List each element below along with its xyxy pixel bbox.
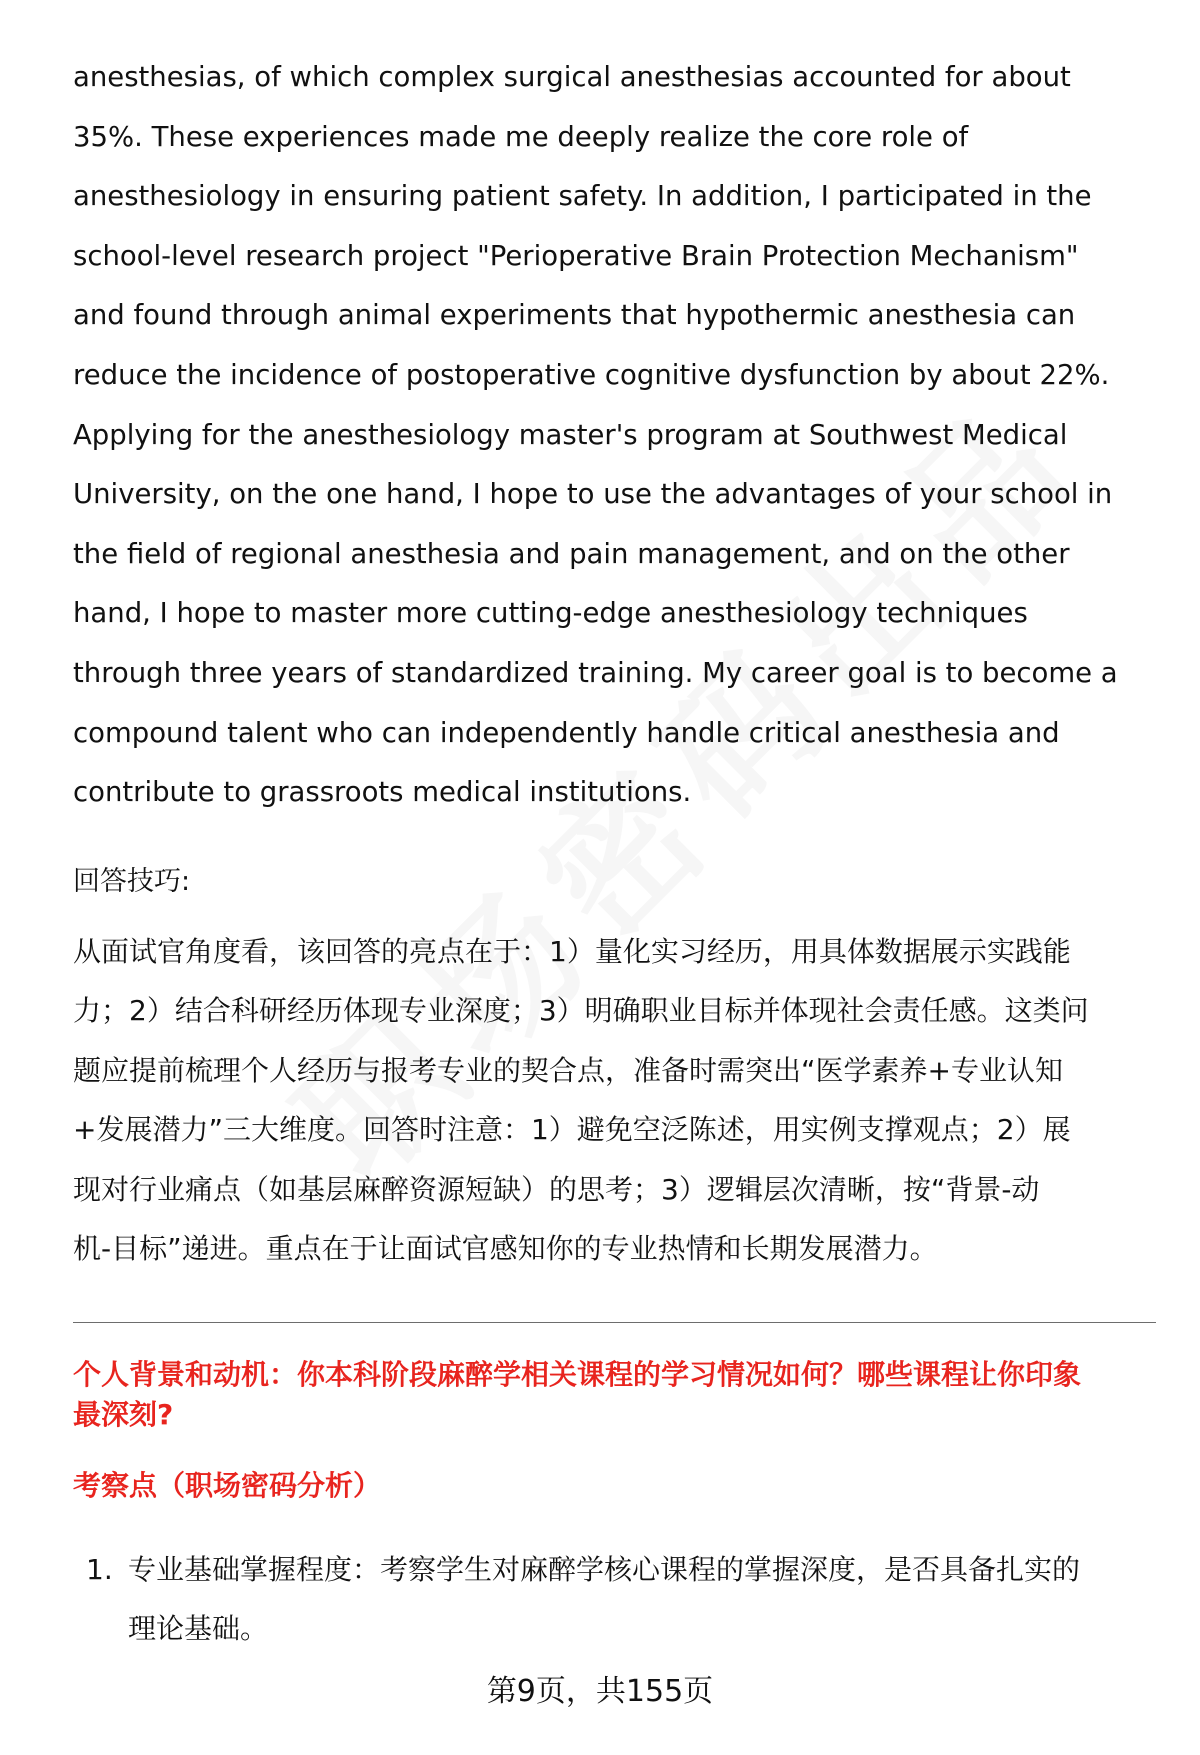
tips-line: 从面试官角度看，该回答的亮点在于：1）量化实习经历，用具体数据展示实践能 <box>73 935 1071 968</box>
section-divider <box>73 1322 1156 1323</box>
list-item-number: 1. <box>86 1553 113 1586</box>
question-line: 最深刻? <box>73 1398 174 1431</box>
tips-label: 回答技巧: <box>73 866 191 897</box>
paragraph-line: and found through animal experiments that hypothermic anesthesia can <box>73 299 1076 332</box>
list-item <box>73 1540 1163 1659</box>
paragraph-line: contribute to grassroots medical institutions. <box>73 776 692 809</box>
paragraph-line: Applying for the anesthesiology master's program at Southwest Medical <box>73 418 1068 451</box>
question-heading <box>73 1355 1163 1435</box>
tips-line: 机-目标”递进。重点在于让面试官感知你的专业热情和长期发展潜力。 <box>73 1232 938 1266</box>
paragraph-line: school-level research project "Perioperative Brain Protection Mechanism" <box>73 239 1079 272</box>
assessment-points-list <box>73 1540 1163 1659</box>
list-item-line: 专业基础掌握程度：考察学生对麻醉学核心课程的掌握深度，是否具备扎实的 <box>128 1553 1081 1586</box>
paragraph-line: hand, I hope to master more cutting-edge anesthesiology techniques <box>73 597 1028 630</box>
page-footer: 第9页，共155页 <box>486 1674 714 1709</box>
tips-line: +发展潜力”三大维度。回答时注意：1）避免空泛陈述，用实例支撑观点；2）展 <box>73 1113 1071 1147</box>
list-item-line: 理论基础。 <box>128 1612 269 1646</box>
paragraph-line: anesthesiology in ensuring patient safety. In addition, I participated in the <box>73 180 1092 213</box>
tips-line: 现对行业痛点（如基层麻醉资源短缺）的思考；3）逻辑层次清晰，按“背景-动 <box>73 1172 1040 1206</box>
paragraph-line: through three years of standardized training. My career goal is to become a <box>73 656 1118 689</box>
tips-line: 题应提前梳理个人经历与报考专业的契合点，准备时需突出“医学素养+专业认知 <box>73 1053 1063 1087</box>
paragraph-line: compound talent who can independently handle critical anesthesia and <box>73 716 1060 749</box>
paragraph-line: the field of regional anesthesia and pain management, and on the other <box>73 537 1070 570</box>
paragraph-line: anesthesias, of which complex surgical anesthesias accounted for about <box>73 61 1071 93</box>
tips-paragraph <box>73 922 1163 1278</box>
question-line: 个人背景和动机：你本科阶段麻醉学相关课程的学习情况如何？哪些课程让你印象 <box>73 1358 1082 1391</box>
tips-line: 力；2）结合科研经历体现专业深度；3）明确职业目标并体现社会责任感。这类问 <box>73 994 1089 1028</box>
paragraph-line: 35%. These experiences made me deeply realize the core role of <box>73 120 969 153</box>
paragraph-line: reduce the incidence of postoperative cognitive dysfunction by about 22%. <box>73 358 1110 391</box>
list-item-text <box>128 1540 1163 1659</box>
paragraph-line: University, on the one hand, I hope to use the advantages of your school in <box>73 478 1113 511</box>
english-answer-paragraph <box>73 48 1163 823</box>
assessment-points-heading: 考察点（职场密码分析） <box>73 1469 382 1502</box>
